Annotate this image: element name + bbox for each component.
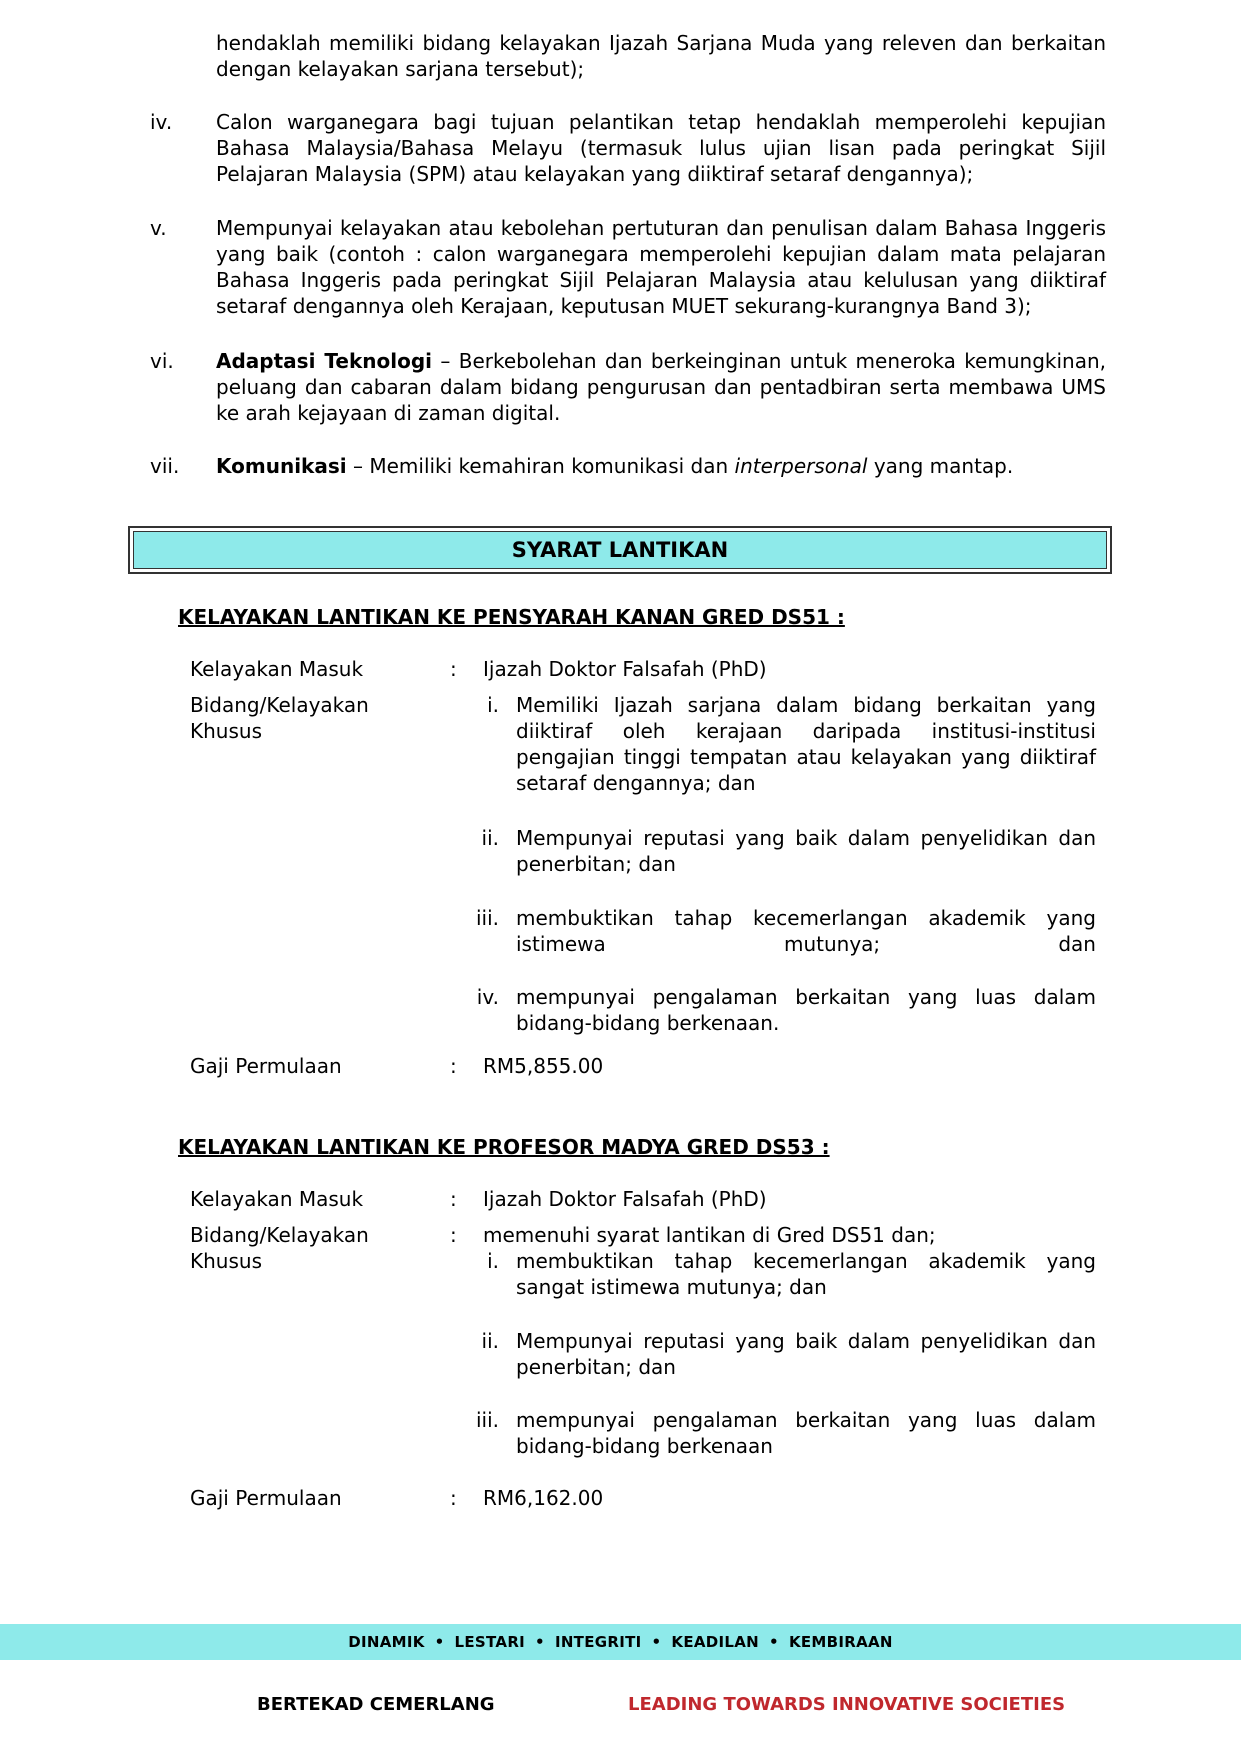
list-number: vi. bbox=[150, 349, 174, 373]
salary-value: RM6,162.00 bbox=[483, 1486, 604, 1510]
footer-value: KEADILAN bbox=[671, 1633, 760, 1651]
section-heading: KELAYAKAN LANTIKAN KE PROFESOR MADYA GRED DS53 : bbox=[178, 1135, 830, 1159]
list-item-text: Calon warganegara bagi tujuan pelantikan tetap hendaklah memperolehi kepujian Bahasa Malaysia/Bahasa Melayu (termasuk lulus ujian lisan pada peringkat Sijil Pelajaran Malaysia (SPM) atau kelayakan yang diiktiraf setaraf dengannya); bbox=[216, 110, 1106, 186]
colon: : bbox=[450, 1486, 457, 1510]
list-item-text: yang mantap. bbox=[867, 454, 1014, 478]
list-number: iv. bbox=[150, 110, 173, 134]
salary-label: Gaji Permulaan bbox=[190, 1486, 342, 1510]
requirement-number: ii. bbox=[481, 826, 499, 850]
footer-tagline-right: LEADING TOWARDS INNOVATIVE SOCIETIES bbox=[628, 1694, 1066, 1715]
requirement-text: Memiliki Ijazah sarjana dalam bidang berkaitan yang diiktiraf oleh kerajaan daripada institusi-institusi pengajian tinggi tempatan atau kelayakan yang diiktiraf setaraf dengannya; dan bbox=[516, 693, 1096, 795]
footer-value: KEMBIRAAN bbox=[788, 1633, 893, 1651]
requirement-number: iii. bbox=[475, 1408, 499, 1432]
footer-value: DINAMIK bbox=[348, 1633, 425, 1651]
section-heading: KELAYAKAN LANTIKAN KE PENSYARAH KANAN GRED DS51 : bbox=[178, 605, 845, 629]
requirement-text: Mempunyai reputasi yang baik dalam penyelidikan dan penerbitan; dan bbox=[516, 826, 1096, 876]
requirement-text: membuktikan tahap kecemerlangan akademik yang istimewa mutunya; dan bbox=[516, 906, 1096, 956]
field-label: Khusus bbox=[190, 1249, 262, 1273]
entry-label: Kelayakan Masuk bbox=[190, 1187, 364, 1211]
salary-value: RM5,855.00 bbox=[483, 1054, 604, 1078]
field-label: Khusus bbox=[190, 719, 262, 743]
bullet-icon: • bbox=[769, 1633, 779, 1651]
field-label: Bidang/Kelayakan bbox=[190, 693, 369, 717]
requirement-number: i. bbox=[487, 1249, 499, 1273]
list-number: vii. bbox=[150, 454, 180, 478]
section-banner bbox=[128, 526, 1112, 574]
list-item-text: – Memiliki kemahiran komunikasi dan bbox=[346, 454, 735, 478]
list-number: v. bbox=[150, 216, 167, 240]
list-item-bold-label: Adaptasi Teknologi bbox=[216, 349, 432, 373]
colon: : bbox=[450, 1187, 457, 1211]
footer-value: LESTARI bbox=[454, 1633, 526, 1651]
colon: : bbox=[450, 657, 457, 681]
bullet-icon: • bbox=[434, 1633, 445, 1651]
entry-value: Ijazah Doktor Falsafah (PhD) bbox=[483, 657, 767, 681]
entry-label: Kelayakan Masuk bbox=[190, 657, 364, 681]
requirement-number: ii. bbox=[481, 1329, 499, 1353]
colon: : bbox=[450, 1223, 457, 1247]
requirement-text: mempunyai pengalaman berkaitan yang luas dalam bidang-bidang berkenaan. bbox=[516, 985, 1096, 1035]
requirement-number: iii. bbox=[475, 906, 499, 930]
list-item-bold-label: Komunikasi bbox=[216, 454, 347, 478]
entry-value: Ijazah Doktor Falsafah (PhD) bbox=[483, 1187, 767, 1211]
footer-tagline-left: BERTEKAD CEMERLANG bbox=[257, 1694, 495, 1715]
bullet-icon: • bbox=[535, 1633, 545, 1651]
list-item-text: Mempunyai kelayakan atau kebolehan pertuturan dan penulisan dalam Bahasa Inggeris yang baik (contoh : calon warganegara memperolehi kepujian dalam mata pelajaran Bahasa Inggeris pada peringkat Sijil Pelajaran Malaysia atau kelulusan yang diiktiraf setaraf dengannya oleh Kerajaan, keputusan MUET sekurang-kurangnya Band 3); bbox=[216, 216, 1106, 318]
list-item-italic: interpersonal bbox=[734, 454, 868, 478]
footer-values-band bbox=[0, 1624, 1241, 1660]
requirement-text: Mempunyai reputasi yang baik dalam penyelidikan dan penerbitan; dan bbox=[516, 1329, 1096, 1379]
field-intro: memenuhi syarat lantikan di Gred DS51 dan; bbox=[483, 1223, 936, 1247]
salary-label: Gaji Permulaan bbox=[190, 1054, 342, 1078]
footer-value: INTEGRITI bbox=[554, 1633, 642, 1651]
list-item bbox=[216, 453, 1106, 479]
field-label: Bidang/Kelayakan bbox=[190, 1223, 369, 1247]
colon: : bbox=[450, 1054, 457, 1078]
section-banner-title: SYARAT LANTIKAN bbox=[133, 531, 1107, 569]
requirement-number: i. bbox=[487, 693, 499, 717]
list-item bbox=[216, 348, 1106, 426]
bullet-icon: • bbox=[651, 1633, 662, 1651]
requirement-text: membuktikan tahap kecemerlangan akademik yang sangat istimewa mutunya; dan bbox=[516, 1249, 1096, 1299]
list-item-text: – Berkebolehan dan berkeinginan untuk meneroka kemungkinan, peluang dan cabaran dalam bidang pengurusan dan pentadbiran serta membawa UMS ke arah kejayaan di zaman digital. bbox=[216, 349, 1106, 425]
requirement-text: mempunyai pengalaman berkaitan yang luas dalam bidang-bidang berkenaan bbox=[516, 1408, 1096, 1458]
continuation-text: hendaklah memiliki bidang kelayakan Ijazah Sarjana Muda yang releven dan berkaitan dengan kelayakan sarjana tersebut); bbox=[216, 31, 1106, 81]
requirement-number: iv. bbox=[476, 985, 499, 1009]
